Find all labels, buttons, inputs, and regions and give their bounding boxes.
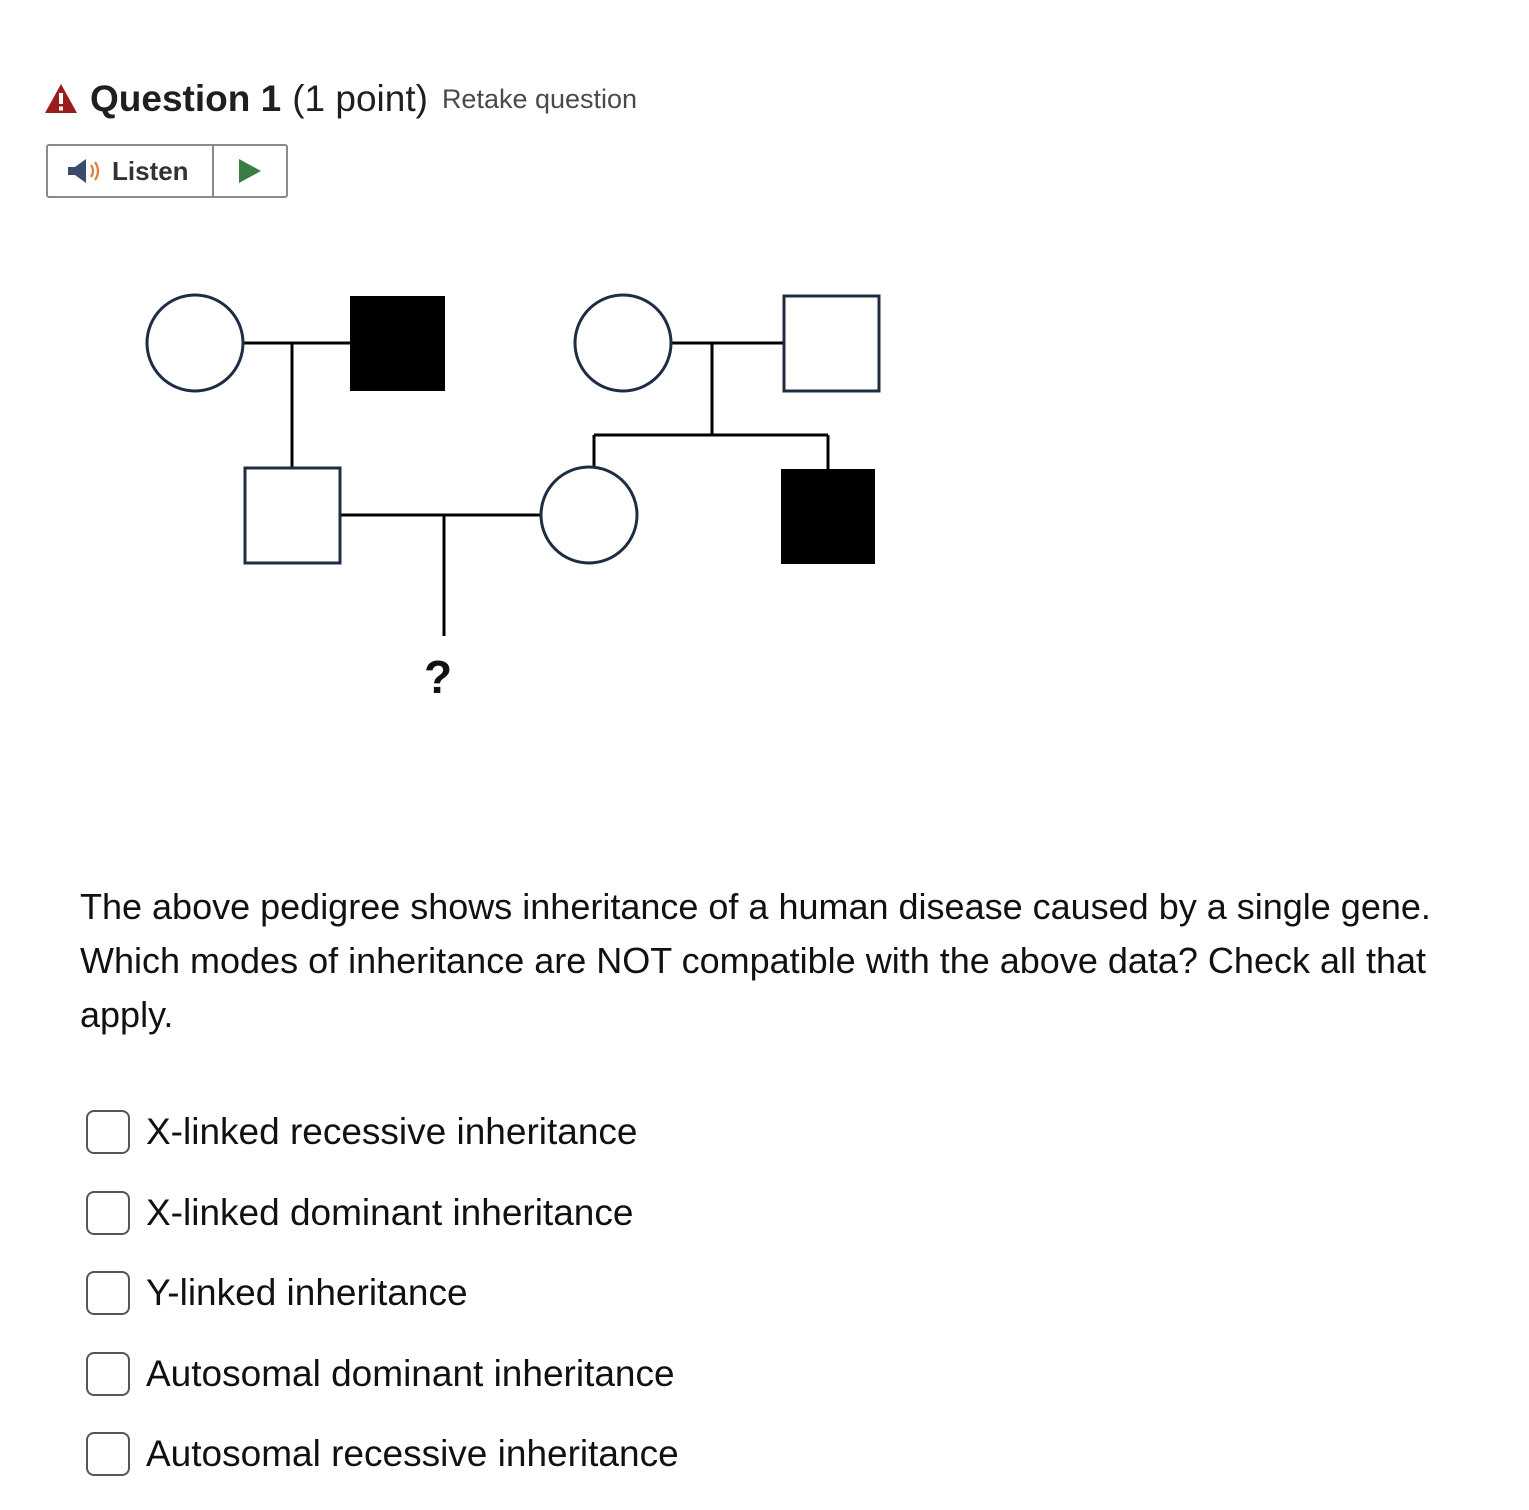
option-label: Y-linked inheritance [146,1272,468,1314]
option-autosomal-recessive[interactable] [86,1414,679,1495]
speaker-icon [66,156,106,186]
gen1-female-left-unaffected [147,295,243,391]
checkbox[interactable] [86,1191,130,1235]
option-x-linked-dominant[interactable] [86,1173,679,1254]
unknown-offspring-label: ? [424,651,453,703]
option-label: X-linked dominant inheritance [146,1191,634,1233]
question-title: Question 1 [90,78,282,119]
gen1-female-right-unaffected [575,295,671,391]
listen-button[interactable] [48,146,214,196]
gen1-male-left-affected [350,296,445,391]
checkbox[interactable] [86,1271,130,1315]
pedigree-chart [130,280,900,720]
gen2-female-middle-unaffected [541,467,637,563]
answer-options [86,1092,679,1495]
gen1-male-right-unaffected [784,296,879,391]
option-autosomal-dominant[interactable] [86,1334,679,1415]
option-y-linked[interactable] [86,1253,679,1334]
question-header [44,74,637,124]
question-points: (1 point) [292,78,428,119]
question-prompt: The above pedigree shows inheritance of a human disease caused by a single gene. Which modes of inheritance are NOT compatible with the above data? Check all that apply. [80,886,1431,1035]
play-button[interactable] [214,146,286,196]
gen2-male-left-unaffected [245,468,340,563]
retake-question-link[interactable]: Retake question [441,83,638,114]
option-x-linked-recessive[interactable] [86,1092,679,1173]
option-label: Autosomal dominant inheritance [146,1352,675,1394]
listen-label: Listen [112,155,189,186]
listen-widget [46,144,288,198]
checkbox[interactable] [86,1352,130,1396]
checkbox[interactable] [86,1110,130,1154]
option-label: Autosomal recessive inheritance [146,1433,679,1475]
gen2-male-right-affected [781,469,875,564]
option-label: X-linked recessive inheritance [146,1111,638,1153]
checkbox[interactable] [86,1432,130,1476]
warning-triangle-icon [44,82,78,116]
play-icon [237,157,263,185]
